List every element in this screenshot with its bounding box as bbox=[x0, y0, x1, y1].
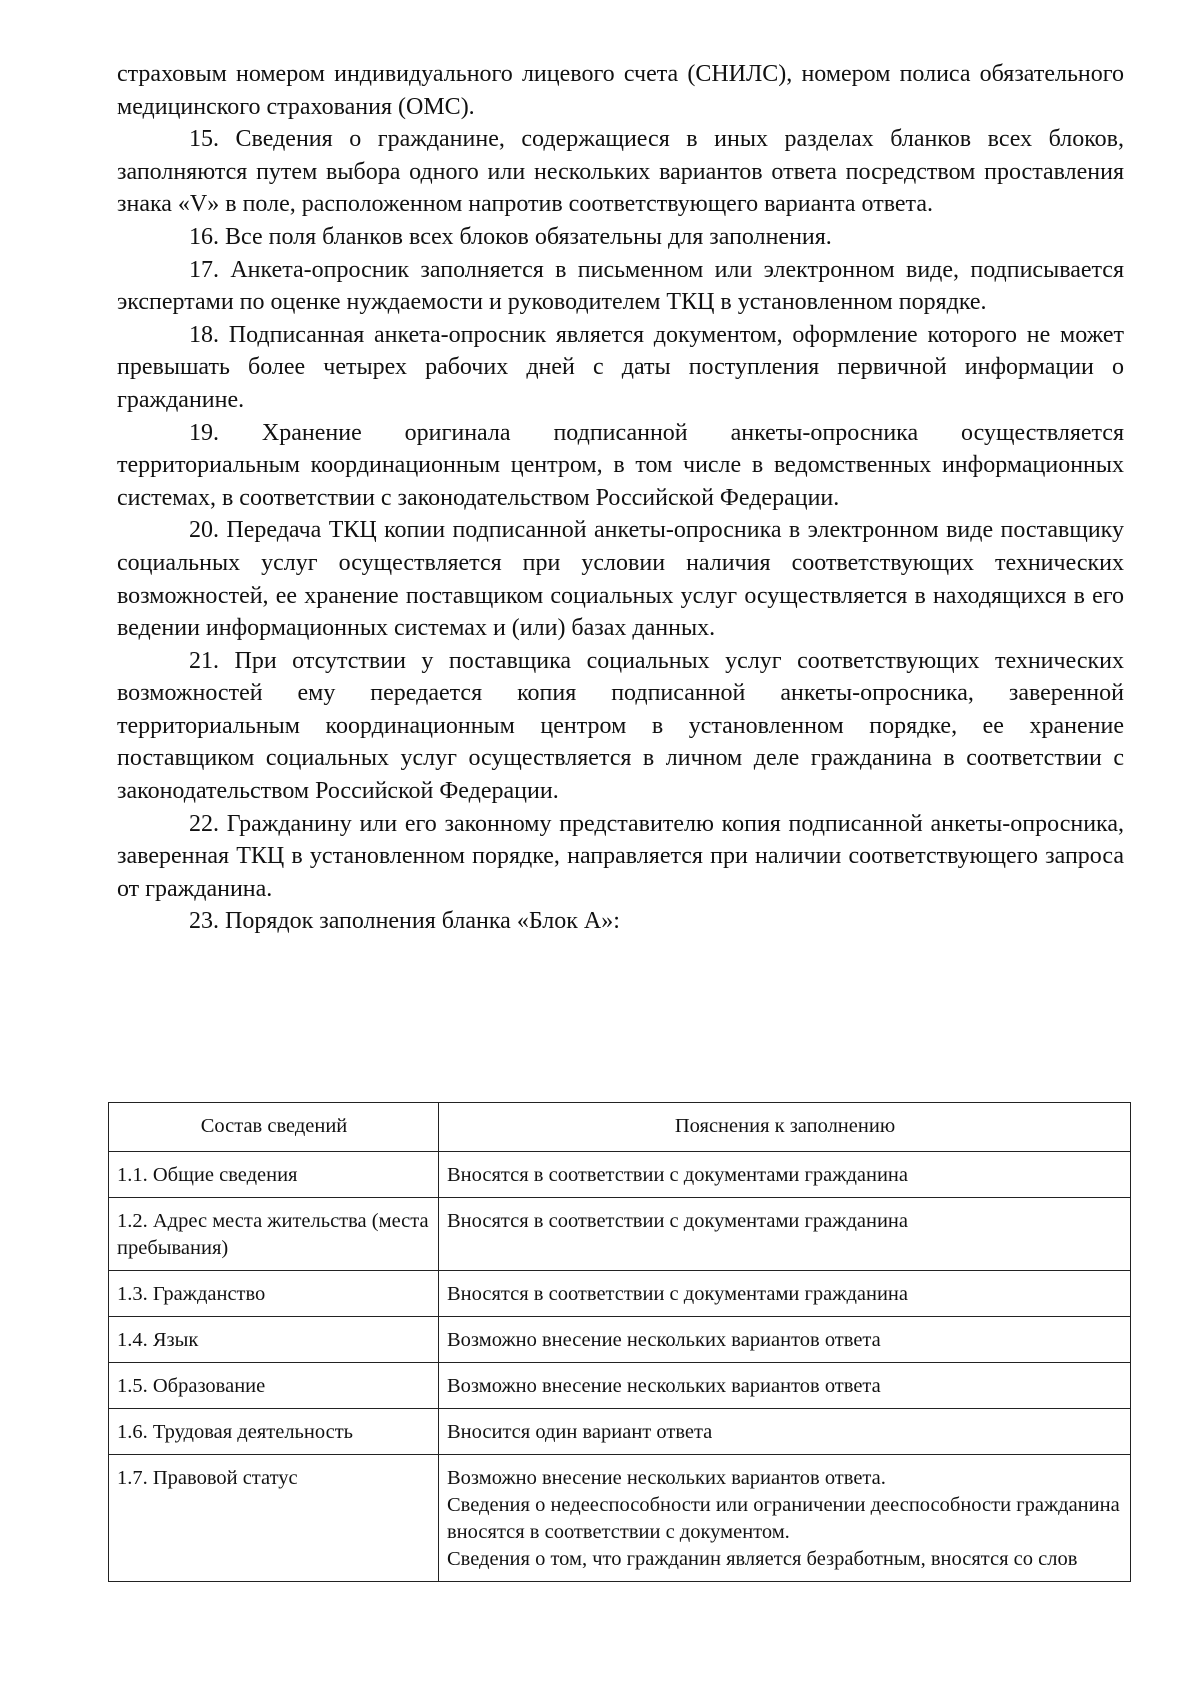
paragraph-21: 21. При отсутствии у поставщика социальных услуг соответствующих технических возможностей ему передается копия подписанной анкеты-опросника, заверенной территориальным координационным центром в установленном порядке, ее хранение поставщиком социальных услуг осуществляется в личном деле гражданина в соответствии с законодательством Российской Федерации. bbox=[117, 647, 1124, 805]
row-item-cell: 1.4. Язык bbox=[109, 1317, 439, 1363]
row-notes-cell bbox=[439, 1198, 1131, 1271]
paragraph-16: 16. Все поля бланков всех блоков обязательны для заполнения. bbox=[189, 223, 832, 250]
note-line: Возможно внесение нескольких вариантов ответа bbox=[447, 1329, 881, 1351]
note-line: Вносятся в соответствии с документами гражданина bbox=[447, 1210, 908, 1232]
row-notes-cell bbox=[439, 1152, 1131, 1198]
note-line: Вносится один вариант ответа bbox=[447, 1421, 713, 1443]
block-a-fill-table bbox=[108, 1102, 1131, 1582]
paragraph-19: 19. Хранение оригинала подписанной анкеты-опросника осуществляется территориальным координационным центром, в том числе в ведомственных информационных системах, в соответствии с законодательством Российской Федерации. bbox=[117, 419, 1124, 511]
note-line: Сведения о недееспособности или ограничении дееспособности гражданина вносятся в соответствии с документом. bbox=[447, 1494, 1120, 1543]
row-notes-cell bbox=[439, 1271, 1131, 1317]
paragraph-continuation: страховым номером индивидуального лицевого счета (СНИЛС), номером полиса обязательного медицинского страхования (ОМС). bbox=[117, 61, 1124, 120]
row-notes-cell bbox=[439, 1363, 1131, 1409]
table-row bbox=[109, 1317, 1131, 1363]
row-item-cell: 1.5. Образование bbox=[109, 1363, 439, 1409]
note-line: Вносятся в соответствии с документами гражданина bbox=[447, 1164, 908, 1186]
row-notes-cell bbox=[439, 1409, 1131, 1455]
row-item-cell: 1.2. Адрес места жительства (места пребывания) bbox=[109, 1198, 439, 1271]
paragraph-18: 18. Подписанная анкета-опросник является документом, оформление которого не может превышать более четырех рабочих дней с даты поступления первичной информации о гражданине. bbox=[117, 321, 1124, 413]
table-row bbox=[109, 1455, 1131, 1582]
table-row bbox=[109, 1271, 1131, 1317]
row-notes-cell bbox=[439, 1317, 1131, 1363]
table-row bbox=[109, 1409, 1131, 1455]
paragraph-22: 22. Гражданину или его законному представителю копия подписанной анкеты-опросника, заверенная ТКЦ в установленном порядке, направляется при наличии соответствующего запроса от гражданина. bbox=[117, 810, 1124, 902]
document-body bbox=[117, 58, 1124, 938]
block-a-table-container bbox=[108, 1102, 1130, 1582]
row-item-cell: 1.1. Общие сведения bbox=[109, 1152, 439, 1198]
paragraph-20: 20. Передача ТКЦ копии подписанной анкеты-опросника в электронном виде поставщику социальных услуг осуществляется при условии наличия соответствующих технических возможностей, ее хранение поставщиком социальных услуг осуществляется в находящихся в его ведении информационных системах и (или) базах данных. bbox=[117, 517, 1124, 642]
paragraph-23: 23. Порядок заполнения бланка «Блок А»: bbox=[189, 908, 620, 935]
row-notes-cell bbox=[439, 1455, 1131, 1582]
paragraph-15: 15. Сведения о гражданине, содержащиеся в иных разделах бланков всех блоков, заполняются путем выбора одного или нескольких вариантов ответа посредством проставления знака «V» в поле, расположенном напротив соответствующего варианта ответа. bbox=[117, 126, 1124, 218]
note-line: Возможно внесение нескольких вариантов ответа bbox=[447, 1375, 881, 1397]
note-line: Возможно внесение нескольких вариантов ответа. bbox=[447, 1467, 886, 1489]
row-item-cell: 1.6. Трудовая деятельность bbox=[109, 1409, 439, 1455]
table-header-row bbox=[109, 1103, 1131, 1152]
column-header-instructions: Пояснения к заполнению bbox=[439, 1103, 1131, 1152]
table-row bbox=[109, 1152, 1131, 1198]
paragraph-17: 17. Анкета-опросник заполняется в письменном или электронном виде, подписывается экспертами по оценке нуждаемости и руководителем ТКЦ в установленном порядке. bbox=[117, 256, 1124, 316]
table-row bbox=[109, 1363, 1131, 1409]
note-line: Вносятся в соответствии с документами гражданина bbox=[447, 1283, 908, 1305]
table-row bbox=[109, 1198, 1131, 1271]
column-header-composition: Состав сведений bbox=[109, 1103, 439, 1152]
row-item-cell: 1.7. Правовой статус bbox=[109, 1455, 439, 1582]
row-item-cell: 1.3. Гражданство bbox=[109, 1271, 439, 1317]
note-line: Сведения о том, что гражданин является безработным, вносятся со слов bbox=[447, 1548, 1078, 1570]
